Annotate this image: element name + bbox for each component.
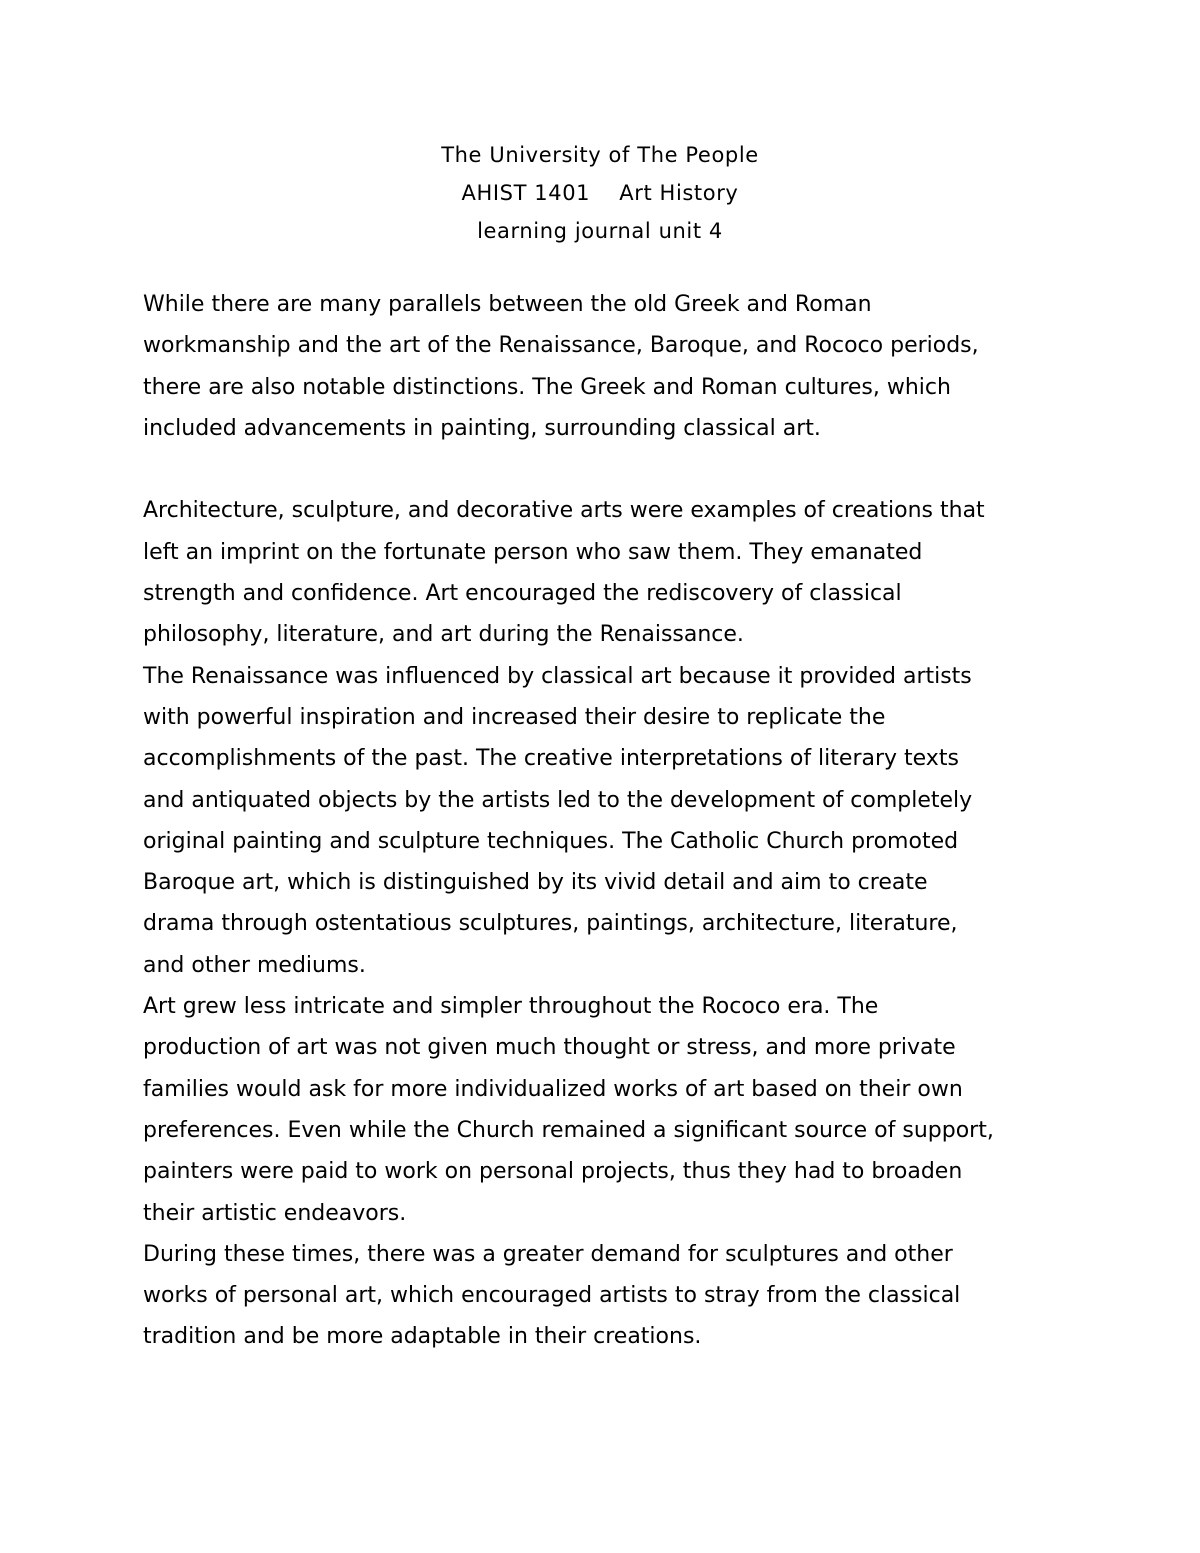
text-line: there are also notable distinctions. The Greek and Roman cultures, which: [143, 374, 951, 400]
text-line: drama through ostentatious sculptures, paintings, architecture, literature,: [143, 911, 958, 937]
text-line: strength and confidence. Art encouraged the rediscovery of classical: [143, 581, 902, 607]
text-line: Architecture, sculpture, and decorative arts were examples of creations that: [143, 498, 985, 524]
text-line: philosophy, literature, and art during the Renaissance.: [143, 622, 744, 648]
text-line: production of art was not given much thought or stress, and more private: [143, 1035, 956, 1061]
text-line: their artistic endeavors.: [143, 1200, 407, 1226]
paragraph-2: [143, 490, 1073, 655]
document-body: [143, 284, 1073, 1358]
paragraph-1: [143, 284, 1073, 449]
document-header: [0, 136, 1200, 250]
text-line: Art grew less intricate and simpler throughout the Rococo era. The: [143, 994, 879, 1020]
text-line: works of personal art, which encouraged artists to stray from the classical: [143, 1283, 961, 1309]
text-line: During these times, there was a greater demand for sculptures and other: [143, 1241, 953, 1267]
paragraph-4: [143, 986, 1073, 1234]
text-line: original painting and sculpture techniques. The Catholic Church promoted: [143, 828, 959, 854]
text-line: The Renaissance was influenced by classical art because it provided artists: [143, 663, 972, 689]
text-line: Baroque art, which is distinguished by its vivid detail and aim to create: [143, 870, 928, 896]
text-line: accomplishments of the past. The creative interpretations of literary texts: [143, 746, 959, 772]
text-line: included advancements in painting, surrounding classical art.: [143, 415, 821, 441]
text-line: preferences. Even while the Church remained a significant source of support,: [143, 1117, 994, 1143]
text-line: painters were paid to work on personal projects, thus they had to broaden: [143, 1159, 963, 1185]
text-line: families would ask for more individualized works of art based on their own: [143, 1076, 963, 1102]
text-line: and antiquated objects by the artists led to the development of completely: [143, 787, 973, 813]
text-line: While there are many parallels between the old Greek and Roman: [143, 292, 872, 317]
text-line: tradition and be more adaptable in their creations.: [143, 1324, 702, 1350]
paragraph-3: [143, 656, 1073, 986]
text-line: left an imprint on the fortunate person who saw them. They emanated: [143, 539, 923, 565]
assignment-title: learning journal unit 4: [477, 219, 723, 243]
institution-name: The University of The People: [441, 143, 759, 167]
paragraph-5: [143, 1234, 1073, 1358]
paragraph-spacer: [143, 449, 1073, 490]
text-line: workmanship and the art of the Renaissance, Baroque, and Rococo periods,: [143, 333, 979, 359]
text-line: and other mediums.: [143, 952, 366, 978]
text-line: with powerful inspiration and increased their desire to replicate the: [143, 704, 886, 730]
course-title: AHIST 1401 Art History: [461, 181, 739, 205]
